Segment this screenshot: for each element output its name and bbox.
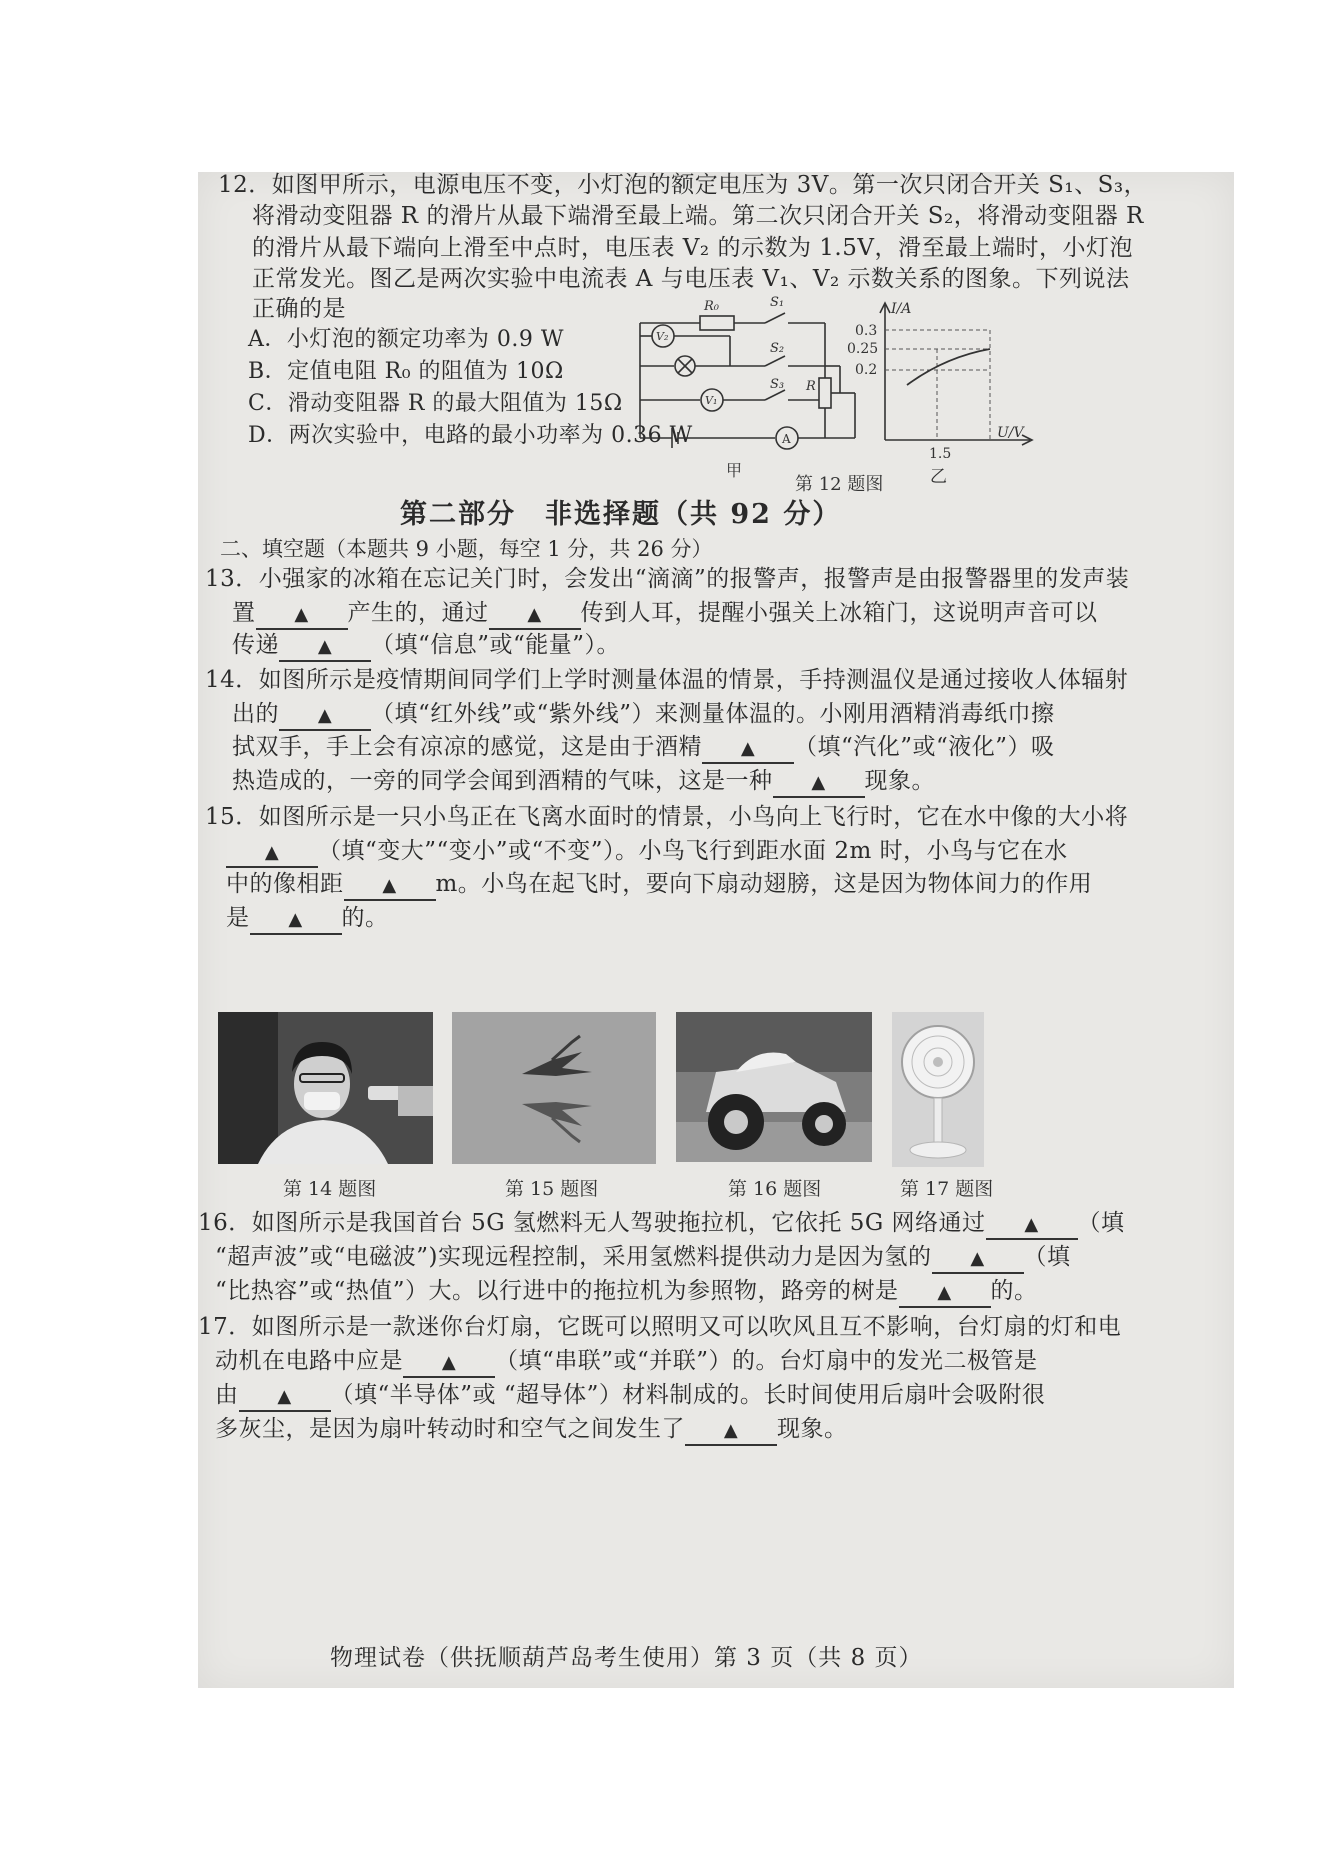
q14-line3: 拭双手，手上会有凉凉的感觉，这是由于酒精 ▲ （填“汽化”或“液化”）吸 <box>232 730 1055 764</box>
q14-blank-3[interactable]: ▲ <box>773 768 865 798</box>
q14-blank-1[interactable]: ▲ <box>279 701 371 731</box>
part2-subtitle: 二、填空题（本题共 9 小题，每空 1 分，共 26 分） <box>220 537 713 561</box>
caption-q14: 第 14 题图 <box>283 1178 377 1200</box>
q15-line1: 15．如图所示是一只小鸟正在飞离水面时的情景，小鸟向上飞行时，它在水中像的大小将 <box>205 804 1129 830</box>
q13-line3: 传递 ▲ （填“信息”或“能量”）。 <box>232 628 620 662</box>
q15-blank-1[interactable]: ▲ <box>226 838 318 868</box>
q17-blank-3[interactable]: ▲ <box>685 1416 777 1446</box>
graph-ytick-2: 0.25 <box>847 341 879 357</box>
q12-option-c: C．滑动变阻器 R 的最大阻值为 15Ω <box>248 391 623 416</box>
q12-option-a: A．小灯泡的额定功率为 0.9 W <box>248 327 564 352</box>
q16-line1: 16．如图所示是我国首台 5G 氢燃料无人驾驶拖拉机，它依托 5G 网络通过 ▲ （填 <box>198 1206 1125 1240</box>
q13-line2: 置 ▲ 产生的，通过 ▲ 传到人耳，提醒小强关上冰箱门，这说明声音可以 <box>232 596 1098 630</box>
q13-blank-2[interactable]: ▲ <box>489 600 581 630</box>
caption-q17: 第 17 题图 <box>900 1178 994 1200</box>
q14-line4: 热造成的，一旁的同学会闻到酒精的气味，这是一种 ▲ 现象。 <box>232 764 935 798</box>
page-footer: 物理试卷（供抚顺葫芦岛考生使用）第 3 页（共 8 页） <box>330 1645 923 1671</box>
graph-xtick: 1.5 <box>929 446 952 462</box>
part2-title: 第二部分 非选择题（共 92 分） <box>400 499 842 530</box>
v1-meter-label: V₁ <box>705 394 718 407</box>
q16-blank-2[interactable]: ▲ <box>932 1244 1024 1274</box>
q17-line2: 动机在电路中应是 ▲ （填“串联”或“并联”）的。台灯扇中的发光二极管是 <box>215 1344 1038 1378</box>
bird-over-water-photo <box>452 1012 656 1164</box>
desk-lamp-fan-photo <box>892 1012 984 1167</box>
q12-line1: 12．如图甲所示，电源电压不变，小灯泡的额定电压为 3V。第一次只闭合开关 S₁、S₃， <box>218 172 1148 198</box>
circuit-name: 甲 <box>726 461 743 480</box>
q12-line3: 的滑片从最下端向上滑至中点时，电压表 V₂ 的示数为 1.5V，滑至最上端时，小灯泡 <box>252 235 1133 261</box>
q17-line3: 由 ▲ （填“半导体”或 “超导体”）材料制成的。长时间使用后扇叶会吸附很 <box>215 1378 1045 1412</box>
tractor-photo <box>676 1012 872 1162</box>
q12-option-d: D．两次实验中，电路的最小功率为 0.36 W <box>248 423 693 448</box>
caption-q15: 第 15 题图 <box>505 1178 599 1200</box>
r-label: R <box>806 379 816 394</box>
q17-blank-2[interactable]: ▲ <box>239 1382 331 1412</box>
s3-label: S₃ <box>770 377 785 392</box>
q14-line1: 14．如图所示是疫情期间同学们上学时测量体温的情景，手持测温仪是通过接收人体辐射 <box>205 667 1129 693</box>
q15-line2: ▲ （填“变大”“变小”或“不变”）。小鸟飞行到距水面 2m 时，小鸟与它在水 <box>226 834 1068 868</box>
q15-blank-3[interactable]: ▲ <box>250 905 342 935</box>
q12-circuit-diagram <box>630 288 870 488</box>
q16-line2: “超声波”或“电磁波”)实现远程控制，采用氢燃料提供动力是因为氢的 ▲ （填 <box>215 1240 1071 1274</box>
q13-line1: 13．小强家的冰箱在忘记关门时，会发出“滴滴”的报警声，报警声是由报警器里的发声装 <box>205 566 1130 592</box>
graph-ytick-3: 0.2 <box>855 362 878 378</box>
graph-name: 乙 <box>930 467 947 487</box>
q12-figure-caption: 第 12 题图 <box>795 474 884 495</box>
q17-line1: 17．如图所示是一款迷你台灯扇，它既可以照明又可以吹风且互不影响，台灯扇的灯和电 <box>198 1314 1122 1340</box>
q14-blank-2[interactable]: ▲ <box>702 734 794 764</box>
ammeter-label: A <box>782 432 791 446</box>
q16-blank-1[interactable]: ▲ <box>986 1210 1078 1240</box>
q13-blank-3[interactable]: ▲ <box>279 632 371 662</box>
v2-meter-label: V₂ <box>656 330 669 343</box>
s1-label: S₁ <box>770 295 785 310</box>
graph-ytick-1: 0.3 <box>855 323 878 339</box>
q13-blank-1[interactable]: ▲ <box>256 600 348 630</box>
r0-label: R₀ <box>704 299 719 314</box>
q15-line3: 中的像相距 ▲ m。小鸟在起飞时，要向下扇动翅膀，这是因为物体间力的作用 <box>226 867 1092 901</box>
q16-blank-3[interactable]: ▲ <box>899 1278 991 1308</box>
q12-line2: 将滑动变阻器 R 的滑片从最下端滑至最上端。第二次只闭合开关 S₂，将滑动变阻器 R <box>252 203 1144 229</box>
temperature-check-photo <box>218 1012 433 1164</box>
q12-option-b: B．定值电阻 R₀ 的阻值为 10Ω <box>248 359 564 384</box>
q15-line4: 是 ▲ 的。 <box>226 901 389 935</box>
q14-line2: 出的 ▲ （填“红外线”或“紫外线”）来测量体温的。小刚用酒精消毒纸巾擦 <box>232 697 1055 731</box>
q17-line4: 多灰尘，是因为扇叶转动时和空气之间发生了 ▲ 现象。 <box>215 1412 848 1446</box>
graph-xlabel: U/V <box>997 425 1024 441</box>
q12-line4: 正常发光。图乙是两次实验中电流表 A 与电压表 V₁、V₂ 示数关系的图象。下列说法 <box>252 266 1130 292</box>
q16-line3: “比热容”或“热值”）大。以行进中的拖拉机为参照物，路旁的树是 ▲ 的。 <box>215 1274 1038 1308</box>
graph-ylabel: I/A <box>891 301 912 317</box>
q12-graph <box>845 295 1040 490</box>
s2-label: S₂ <box>770 341 785 356</box>
q17-blank-1[interactable]: ▲ <box>403 1348 495 1378</box>
q15-blank-2[interactable]: ▲ <box>344 871 436 901</box>
caption-q16: 第 16 题图 <box>728 1178 822 1200</box>
q12-line5: 正确的是 <box>252 296 346 322</box>
